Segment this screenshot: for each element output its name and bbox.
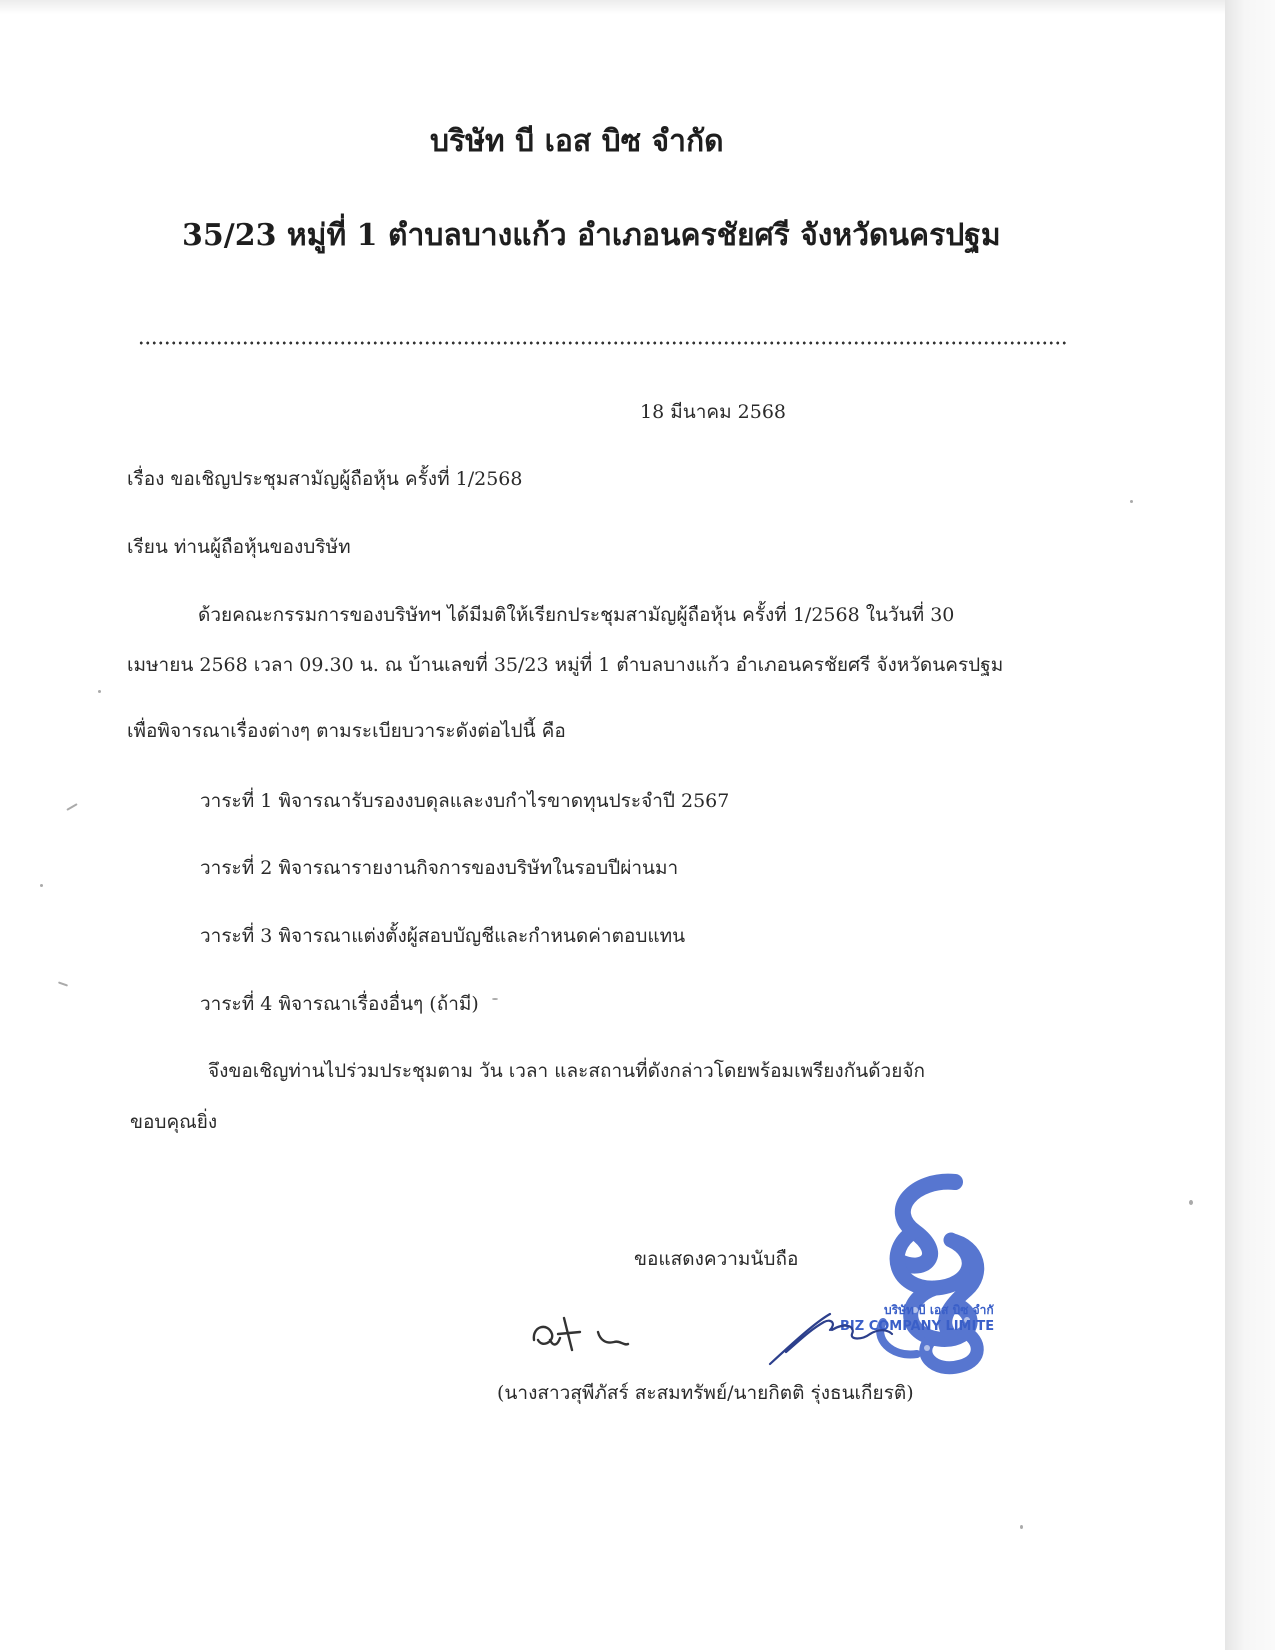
regards: ขอแสดงความนับถือ (634, 1248, 799, 1270)
letter-date: 18 มีนาคม 2568 (640, 401, 787, 423)
scan-speck (492, 998, 498, 1000)
scan-speck (58, 981, 68, 986)
scan-speck (40, 884, 43, 887)
letter-subject: เรื่อง ขอเชิญประชุมสามัญผู้ถือหุ้น ครั้งที่ 1/2568 (127, 468, 523, 490)
seal-thai-text: บริษัท บี เอส บิซ จำกั (884, 1303, 994, 1317)
seal-english-text: BIZ COMPANY LIMITE (840, 1319, 995, 1334)
scan-speck (98, 690, 101, 693)
body-line-1: ด้วยคณะกรรมการของบริษัทฯ ได้มีมติให้เรียกประชุมสามัญผู้ถือหุ้น ครั้งที่ 1/2568 ในวันที่ 30 (198, 604, 955, 626)
agenda-item-2: วาระที่ 2 พิจารณารายงานกิจการของบริษัทในรอบปีผ่านมา (200, 857, 679, 879)
scan-speck (1020, 1525, 1023, 1529)
scan-speck (66, 803, 77, 811)
scan-speck (1189, 1200, 1193, 1205)
dotted-divider (138, 340, 1068, 346)
company-name: บริษัท บี เอส บิซ จำกัด (430, 124, 724, 159)
signature-right-icon (766, 1300, 906, 1370)
signatories: (นางสาวสุพีภัสร์ สะสมทรัพย์/นายกิตติ รุ่งธนเกียรติ) (497, 1382, 914, 1404)
closing-line-2: ขอบคุณยิ่ง (130, 1111, 218, 1133)
agenda-item-4: วาระที่ 4 พิจารณาเรื่องอื่นๆ (ถ้ามี) (200, 993, 479, 1015)
scan-speck (1130, 500, 1133, 503)
body-line-2: เมษายน 2568 เวลา 09.30 น. ณ บ้านเลขที่ 35/23 หมู่ที่ 1 ตำบลบางแก้ว อำเภอนครชัยศรี จังหวัดนครปฐม (127, 654, 1004, 676)
letter-recipient: เรียน ท่านผู้ถือหุ้นของบริษัท (127, 536, 351, 558)
scan-top-shade (0, 0, 1225, 14)
signature-left-icon (528, 1310, 638, 1360)
company-address: 35/23 หมู่ที่ 1 ตำบลบางแก้ว อำเภอนครชัยศรี จังหวัดนครปฐม (182, 218, 1001, 253)
agenda-item-3: วาระที่ 3 พิจารณาแต่งตั้งผู้สอบบัญชีและกำหนดค่าตอบแทน (200, 925, 686, 947)
body-line-3: เพื่อพิจารณาเรื่องต่างๆ ตามระเบียบวาระดังต่อไปนี้ คือ (127, 720, 566, 742)
scan-right-edge (1225, 0, 1275, 1650)
agenda-item-1: วาระที่ 1 พิจารณารับรองงบดุลและงบกำไรขาดทุนประจำปี 2567 (200, 790, 730, 812)
closing-line-1: จึงขอเชิญท่านไปร่วมประชุมตาม วัน เวลา และสถานที่ดังกล่าวโดยพร้อมเพรียงกันด้วยจัก (208, 1060, 925, 1082)
